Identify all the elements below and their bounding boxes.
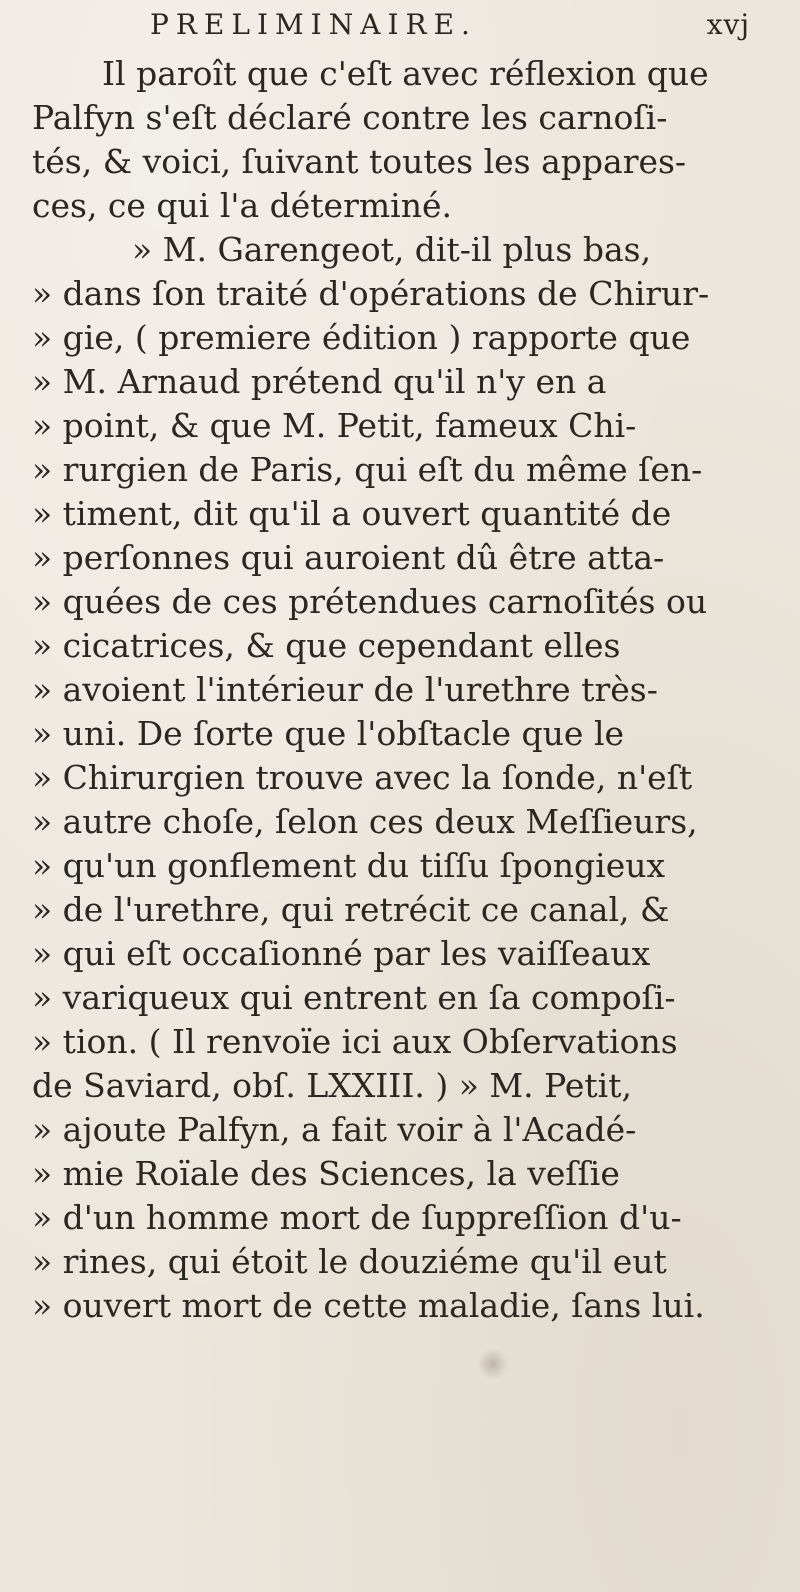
text-line: » autre choſe, ſelon ces deux Meſſieurs,: [32, 802, 698, 841]
text-line: » perſonnes qui auroient dû être atta-: [32, 538, 665, 577]
text-line: » rines, qui étoit le douziéme qu'il eut: [32, 1242, 667, 1281]
text-line: » qui eſt occaſionné par les vaiſſeaux: [32, 934, 651, 973]
text-line: » ouvert mort de cette maladie, ſans lui.: [32, 1286, 705, 1325]
page-number: xvj: [706, 8, 750, 41]
text-line: » ajoute Palfyn, a fait voir à l'Acadé-: [32, 1110, 637, 1149]
text-line: » M. Garengeot, dit-il plus bas,: [132, 230, 652, 269]
text-line: » rurgien de Paris, qui eſt du même ſen-: [32, 450, 703, 489]
text-line: Palfyn s'eſt déclaré contre les carnoſi-: [32, 98, 668, 137]
text-line: » qu'un gonflement du tiſſu ſpongieux: [32, 846, 666, 885]
running-title: PRELIMINAIRE.: [150, 8, 477, 41]
text-line: » gie, ( premiere édition ) rapporte que: [32, 318, 691, 357]
text-line: Il paroît que c'eſt avec réflexion que: [102, 54, 709, 93]
text-line: » mie Roïale des Sciences, la veſſie: [32, 1154, 620, 1193]
running-header: [150, 8, 750, 48]
text-line: » point, & que M. Petit, fameux Chi-: [32, 406, 637, 445]
text-line: » quées de ces prétendues carnoſités ou: [32, 582, 708, 621]
body-text: [32, 52, 772, 1328]
text-line: » avoient l'intérieur de l'urethre très-: [32, 670, 658, 709]
text-line: » d'un homme mort de ſuppreſſion d'u-: [32, 1198, 682, 1237]
text-line: » de l'urethre, qui retrécit ce canal, &: [32, 890, 670, 929]
text-line: » timent, dit qu'il a ouvert quantité de: [32, 494, 672, 533]
text-line: » tion. ( Il renvoïe ici aux Obſervations: [32, 1022, 678, 1061]
text-line: » dans ſon traité d'opérations de Chirur-: [32, 274, 710, 313]
text-line: » Chirurgien trouve avec la ſonde, n'eſt: [32, 758, 693, 797]
text-line: » cicatrices, & que cependant elles: [32, 626, 621, 665]
text-line: de Saviard, obſ. LXXIII. ) » M. Petit,: [32, 1066, 632, 1105]
text-line: » variqueux qui entrent en ſa compoſi-: [32, 978, 676, 1017]
text-line: » M. Arnaud prétend qu'il n'y en a: [32, 362, 607, 401]
text-line: » uni. De ſorte que l'obſtacle que le: [32, 714, 625, 753]
text-line: ces, ce qui l'a déterminé.: [32, 186, 452, 225]
text-line: tés, & voici, ſuivant toutes les appares-: [32, 142, 687, 181]
ink-smudge: [478, 1348, 508, 1380]
